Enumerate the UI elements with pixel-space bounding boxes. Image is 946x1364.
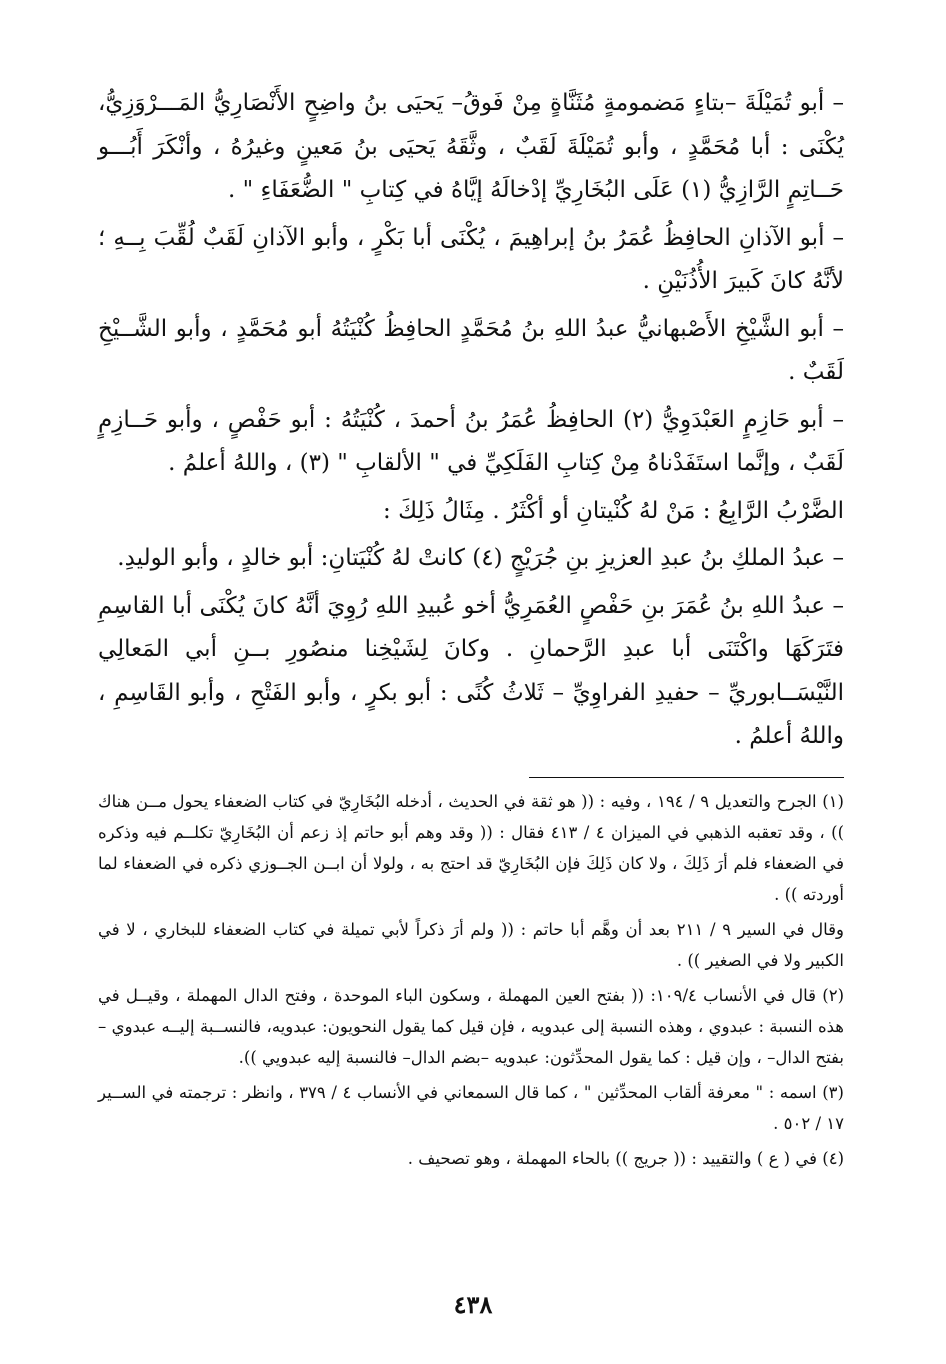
footnote-3: (٣) اسمه : " معرفة ألقاب المحدِّثين " ، كما قال السمعاني في الأنساب ٤ / ٣٧٩ ، وانظر : ترجمته في الســير ١٧ / ٥٠٢ . (98, 1082, 844, 1133)
page-number: ٤٣٨ (453, 1290, 493, 1319)
paragraph-abdullah-umari: – عبدُ اللهِ بنُ عُمَرَ بنِ حَفْصٍ العُمَرِيُّ أخو عُبيدِ اللهِ رُوِيَ أنَّهُ كانَ يُكْنَى أبا القاسِمِ فتَرَكَهَا واكْتَنَى أبا عبدِ الرَّحمانِ . وكانَ لِشَيْخِنا منصُورِ بــنِ أبي المَعالِي النَّيْسَــابوريِّ – حفيدِ الفراوِيِّ – ثَلاثُ كُنًى : أبو بكرٍ ، وأبو الفَتْحِ ، وأبو القَاسِمِ ، واللهُ أعلمُ . (98, 592, 844, 749)
footnote-1: (١) الجرح والتعديل ٩ / ١٩٤ ، وفيه : (( هو ثقة في الحديث ، أدخله البُخَارِيّ في كتاب الضعفاء يحول مــن هناك )) ، وقد تعقبه الذهبي في الميزان ٤ / ٤١٣ فقال : (( وقد وهم أبو حاتم إذ زعم أن البُخَارِيّ تكلــم فيه وذكره في الضعفاء فلم أرَ ذَلِكَ ، ولا كان ذَلِكَ فإن البُخَارِيّ قد احتج به ، ولولا أن ابــن الجــوزي ذكره في الضعفاء لما أوردته )) . (98, 791, 845, 904)
paragraph-ibn-jurayj: – عبدُ الملكِ بنُ عبدِ العزيزِ بنِ جُرَيْجٍ (٤) كانتْ لهُ كُنْيَتانِ: أبو خالدٍ ، وأبو الوليدِ. (117, 545, 844, 571)
section-heading-fourth-type: الضَّرْبُ الرَّابِعُ : مَنْ لهُ كُنْيتانِ أو أكْثَرُ . مِثَالُ ذَلِكَ : (383, 497, 844, 524)
paragraph-abu-al-adhan: – أبو الآذانِ الحافِظُ عُمَرُ بنُ إبراهِيمَ ، يُكْنَى أبا بَكْرٍ ، وأبو الآذانِ لَقَبٌ لُقِّبَ بِــهِ ؛ لأنَّهُ كانَ كَبيرَ الأُذُنَيْنِ . (98, 224, 844, 294)
footnote-1-continued: وقال في السير ٩ / ٢١١ بعد أن وهَّم أبا حاتم : (( ولم أرَ ذكراً لأبي تميلة في كتاب الضعفاء للبخاري ، لا في الكبير ولا في الصغير )) . (98, 919, 844, 970)
main-text (98, 82, 844, 759)
footnotes (98, 786, 844, 1174)
paragraph-abu-tumayla: – أبو تُمَيْلَةَ –بتاءٍ مَضمومةٍ مُثَنَّاةٍ مِنْ فَوقُ– يَحيَى بنُ واضِحٍ الأَنْصَارِيُّ المَـــرْوَزِيُّ، يُكْنَى : أبا مُحَمَّدٍ ، وأبو تُمَيْلَةَ لَقَبٌ ، وثَّقَهُ يَحيَى بنُ مَعينٍ وغيرُهُ ، وأنْكَرَ أَبُـــو حَــاتِمٍ الرَّازِيُّ (١) عَلَى البُخَارِيِّ إدْخالَهُ إيَّاهُ في كِتابِ " الضُّعَفَاءِ " . (98, 90, 844, 203)
footnote-2: (٢) قال في الأنساب ١٠٩/٤: (( بفتح العين المهملة ، وسكون الباء الموحدة ، وفتح الدال المهملة ، وقيــل في هذه النسبة : عبدوي ، وهذه النسبة إلى عبدويه ، فإن قيل كما يقول النحويون: عبدويه، فالنســبة إليــه عبدوي –بفتح الدال– ، وإن قيل : كما يقول المحدِّثون: عبدويه –بضم الدال– فالنسبة إليه عبدويي )). (98, 985, 845, 1067)
footnote-4: (٤) في ( ع ) والتقييد : (( جريج )) بالحاء المهملة ، وهو تصحيف . (407, 1148, 844, 1168)
footnote-divider (529, 777, 844, 778)
paragraph-abu-hazim: – أبو حَازِمٍ العَبْدَوِيُّ (٢) الحافِظُ عُمَرُ بنُ أحمدَ ، كُنْيَتُهُ : أبو حَفْصٍ ، وأبو حَــازِمٍ لَقَبٌ ، وإنَّما استَفَدْناهُ مِنْ كِتابِ الفَلَكِيِّ في " الألقابِ " (٣) ، واللهُ أعلمُ . (98, 406, 844, 476)
paragraph-abu-al-shaykh: – أبو الشَّيْخِ الأَصْبهانيُّ عبدُ اللهِ بنُ مُحَمَّدٍ الحافِظُ كُنْيَتُهُ أبو مُحَمَّدٍ ، وأبو الشَّــيْخِ لَقَبٌ . (98, 315, 844, 385)
